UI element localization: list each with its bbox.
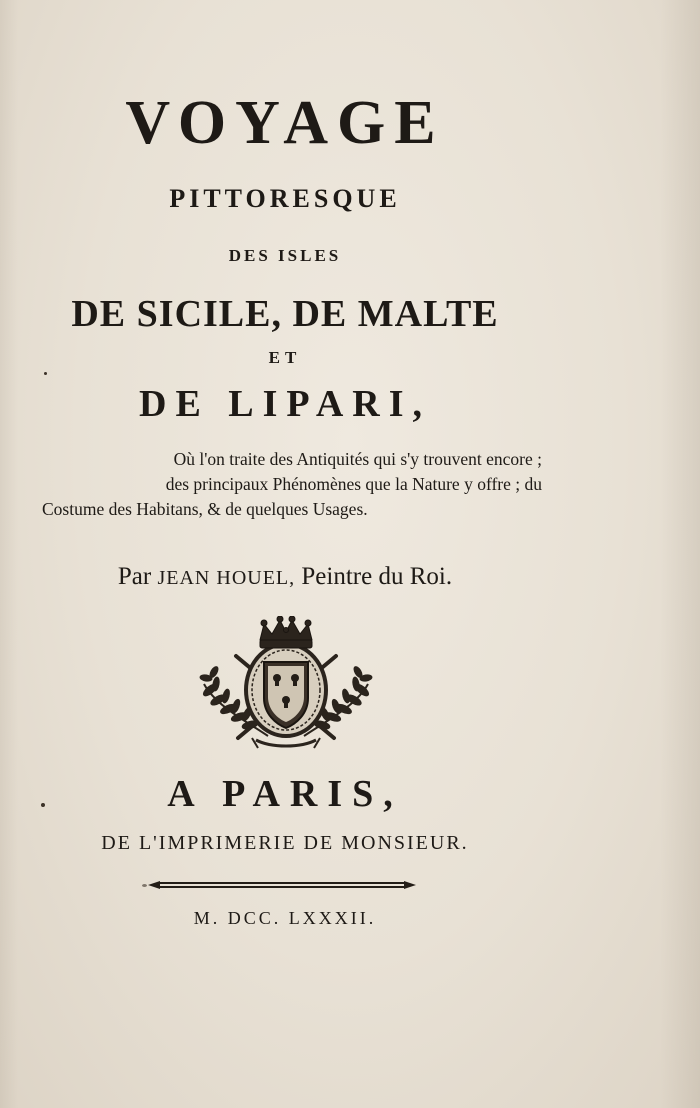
- title-pittoresque: PITTORESQUE: [169, 184, 401, 213]
- page-gutter-shadow: [0, 0, 18, 1108]
- author-line: [0, 563, 570, 591]
- title-et: ET: [268, 348, 302, 367]
- title-voyage: VOYAGE: [125, 89, 445, 157]
- publication-date: M. DCC. LXXXII.: [193, 908, 377, 928]
- title-des-isles: DES ISLES: [228, 246, 342, 265]
- author-prefix: Par: [117, 563, 152, 590]
- paper-speck: [142, 884, 147, 887]
- subtitle-line-3: Costume des Habitans, & de quelques Usages.: [42, 499, 368, 519]
- paper-speck: [44, 372, 47, 375]
- royal-coat-of-arms-icon: [196, 616, 376, 756]
- ornamental-rule: [146, 878, 418, 892]
- paper-speck: [41, 803, 45, 807]
- title-lipari: DE LIPARI,: [139, 383, 431, 425]
- subtitle-line-1: Où l'on traite des Antiquités qui s'y trouvent encore ;: [173, 449, 542, 469]
- subtitle-line-2: des principaux Phénomènes que la Nature y offre ; du: [165, 474, 542, 494]
- imprint-printer: DE L'IMPRIMERIE DE MONSIEUR.: [101, 832, 469, 854]
- page-edge-shadow: [660, 0, 700, 1108]
- author-name: JEAN HOUEL,: [157, 567, 296, 589]
- imprint-city: A PARIS,: [167, 773, 403, 815]
- title-sicile-malte: DE SICILE, DE MALTE: [71, 293, 499, 335]
- subtitle: [30, 447, 542, 522]
- author-suffix: Peintre du Roi.: [301, 563, 453, 590]
